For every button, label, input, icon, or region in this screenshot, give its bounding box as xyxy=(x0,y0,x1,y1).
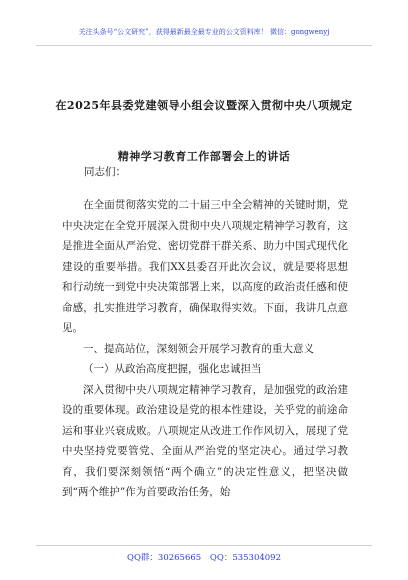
section-heading-1: 一、提高站位，深刻领会开展学习教育的重大意义 xyxy=(83,342,314,355)
header-text: 关注头条号“公文研究”，获得最新最全最专业的公文资料库！ 微信：gongwenyj xyxy=(78,28,330,36)
greeting: 同志们： xyxy=(84,166,126,178)
document-title-line-2: 精神学习教育工作部署会上的讲话 xyxy=(117,150,291,163)
document-body xyxy=(62,195,348,503)
paragraph-intro: 在全面贯彻落实党的二十届三中全会精神的关键时期，党中央决定在全党开展深入贯彻中央八项规定精神学习教育，这是推进全面从严治党、密切党群干群关系、助力中国式现代化建设的重要举措。我们XX县委召开此次会议，就是要将思想和行动统一到党中央决策部署上来，以高度的政治责任感和使命感，扎实推进学习教育，确保取得实效。下面，我讲几点意见。 xyxy=(62,199,348,334)
paragraph-body: 深入贯彻中央八项规定精神学习教育，是加强党的政治建设的重要体现。政治建设是党的根本性建设，关乎党的前途命运和事业兴衰成败。八项规定从改进工作作风切入，展现了党中央坚持党要管党、全面从严治党的坚定决心。通过学习教育，我们要深刻领悟“两个确立”的决定性意义，把坚决做到“两个维护”作为首要政治任务，始 xyxy=(62,383,348,498)
header-divider xyxy=(36,45,372,46)
document-title-line-1: 在2025年县委党建领导小组会议暨深入贯彻中央八项规定 xyxy=(55,99,353,112)
subsection-heading-1: （一）从政治高度把握，强化忠诚担当 xyxy=(83,363,262,375)
footer-text: QQ群：30265665 QQ：535304092 xyxy=(126,553,281,563)
footer-divider xyxy=(36,545,372,546)
